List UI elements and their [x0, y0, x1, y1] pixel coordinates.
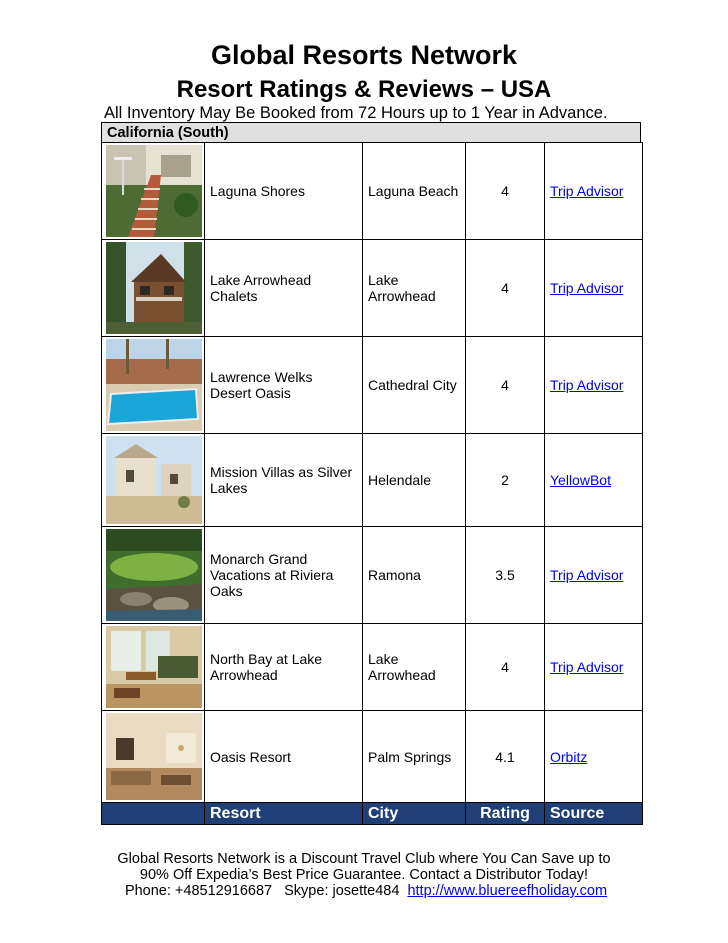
resort-name: Mission Villas as Silver Lakes [205, 434, 363, 527]
resort-city: Lake Arrowhead [363, 240, 466, 337]
source-link[interactable]: Trip Advisor [550, 183, 624, 199]
villa-photo [106, 436, 202, 524]
resort-rating: 4 [466, 143, 545, 240]
table-row [102, 240, 643, 337]
table-row [102, 337, 643, 434]
resort-rating: 2 [466, 434, 545, 527]
footer-phone: Phone: +48512916687 [124, 883, 273, 899]
resort-rating: 4 [466, 337, 545, 434]
resort-city: Laguna Beach [363, 143, 466, 240]
resort-table [101, 142, 643, 825]
resort-rating: 3.5 [466, 527, 545, 624]
column-header-source: Source [545, 803, 643, 825]
source-link[interactable]: Orbitz [550, 748, 588, 765]
resort-name: Lake Arrowhead Chalets [205, 240, 363, 337]
living-room-photo [106, 626, 202, 708]
pool-photo [106, 339, 202, 431]
footer-skype: Skype: josette484 [284, 883, 400, 899]
resort-rating: 4 [466, 624, 545, 711]
resort-rating: 4.1 [466, 711, 545, 803]
table-row [102, 527, 643, 624]
booking-note: All Inventory May Be Booked from 72 Hours up to 1 Year in Advance. [104, 104, 608, 122]
document-subtitle: Resort Ratings & Reviews – USA [176, 76, 552, 103]
chalet-photo [106, 242, 202, 334]
source-link[interactable]: Trip Advisor [550, 567, 624, 583]
resort-name: North Bay at Lake Arrowhead [205, 624, 363, 711]
column-header-rating: Rating [466, 803, 545, 825]
table-row [102, 434, 643, 527]
resort-city: Cathedral City [363, 337, 466, 434]
footer-line-1: Global Resorts Network is a Discount Travel Club where You Can Save up to [117, 851, 611, 867]
source-link[interactable]: YellowBot [550, 472, 611, 488]
column-header-resort: Resort [205, 803, 363, 825]
resort-name: Oasis Resort [205, 711, 363, 803]
resort-stairs-photo [106, 145, 202, 237]
region-header: California (South) [101, 122, 641, 143]
resort-city: Lake Arrowhead [363, 624, 466, 711]
table-row [102, 143, 643, 240]
source-link[interactable]: Trip Advisor [550, 659, 624, 675]
website-link[interactable]: http://www.bluereefholiday.com [407, 883, 608, 899]
source-link[interactable]: Trip Advisor [550, 377, 624, 393]
resort-city: Palm Springs [363, 711, 466, 803]
resort-name: Monarch Grand Vacations at Riviera Oaks [205, 527, 363, 624]
resort-rating: 4 [466, 240, 545, 337]
resort-name: Lawrence Welks Desert Oasis [205, 337, 363, 434]
footer-line-2: 90% Off Expedia’s Best Price Guarantee. Contact a Distributor Today! [139, 867, 589, 883]
resort-city: Helendale [363, 434, 466, 527]
column-header-row [102, 803, 643, 825]
resort-city: Ramona [363, 527, 466, 624]
golf-course-photo [106, 529, 202, 621]
footer-contact [0, 883, 728, 899]
table-row [102, 711, 643, 803]
table-row [102, 624, 643, 711]
document-title: Global Resorts Network [210, 40, 518, 70]
resort-name: Laguna Shores [205, 143, 363, 240]
source-link[interactable]: Trip Advisor [550, 280, 624, 296]
lounge-photo [106, 713, 202, 800]
column-header-city: City [363, 803, 466, 825]
